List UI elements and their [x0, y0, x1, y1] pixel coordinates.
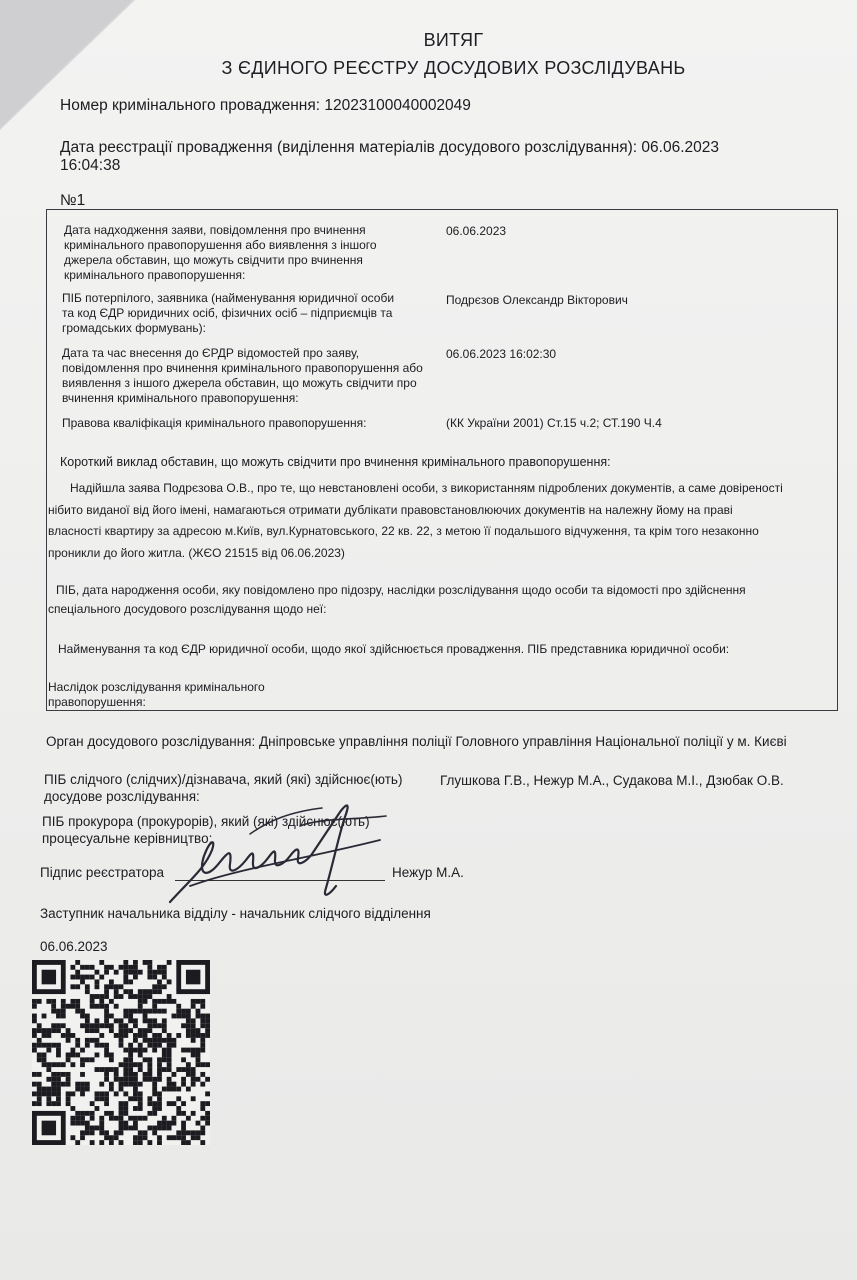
summary-text: Надійшла заява Подрєзова О.В., про те, що невстановлені особи, з використанням підроблених документів, а саме довіреності нібито виданої від його імені, намагаються отримати дублікати правовстановлюючих документів на належну йому на праві власності квартиру за адресою м.Київ, вул.Курнатовського, 22 кв. 22, з метою її подальшого відчуження, та крім того незаконно проникли до його житла. (ЖЄО 21515 від 06.06.2023)	[48, 481, 783, 560]
received-label: Дата надходження заяви, повідомлення про вчинення кримінального правопорушення або виявлення з іншого джерела обставин, що можуть свідчити про вчинення кримінального правопорушення:	[64, 223, 377, 282]
document-title: ВИТЯГ	[423, 30, 484, 50]
result-label: Наслідок розслідування кримінального правопорушення:	[48, 680, 265, 709]
registration-date: Дата реєстрації провадження (виділення матеріалів досудового розслідування): 06.06.2023	[60, 139, 719, 156]
authority-line: Орган досудового розслідування: Дніпровське управління поліції Головного управління Національної поліції у м. Києві	[46, 734, 787, 749]
entered-label: Дата та час внесення до ЄРДР відомостей про заяву, повідомлення про вчинення кримінального правопорушення або виявлення з іншого джерела обставин, що можуть свідчити про вчинення кримінального правопорушення:	[62, 346, 423, 405]
registrar-name: Нежур М.А.	[392, 865, 464, 880]
prosecutors-label: ПІБ прокурора (прокурорів), який (які) здійснює(ють) процесуальне керівництво:	[42, 814, 370, 846]
victim-label: ПІБ потерпілого, заявника (найменування юридичної особи та код ЄДР юридичних осіб, фізичних осіб – підприємців та громадських формувань):	[62, 291, 395, 335]
registration-time: 16:04:38	[60, 157, 121, 174]
summary-label: Короткий виклад обставин, що можуть свідчити про вчинення кримінального правопорушення:	[60, 455, 611, 469]
registrar-label: Підпис реєстратора	[40, 865, 165, 880]
qualification-label: Правова кваліфікація кримінального правопорушення:	[62, 416, 367, 430]
victim-value: Подрєзов Олександр Вікторович	[446, 293, 628, 307]
qr-code	[32, 960, 210, 1145]
suspect-label: ПІБ, дата народження особи, яку повідомлено про підозру, наслідки розслідування щодо особи та відомості про здійснення спеціального досудового розслідування щодо неї:	[48, 583, 746, 616]
position-line: Заступник начальника відділу - начальник слідчого відділення	[40, 906, 431, 921]
case-number: Номер кримінального провадження: 12023100040002049	[60, 97, 471, 114]
section-number: №1	[60, 192, 86, 209]
handwritten-signature	[150, 790, 410, 920]
footer-date: 06.06.2023	[40, 939, 108, 954]
investigators-label: ПІБ слідчого (слідчих)/дізнавача, який (які) здійснює(ють) досудове розслідування:	[44, 772, 403, 804]
received-value: 06.06.2023	[446, 224, 507, 238]
entered-value: 06.06.2023 16:02:30	[446, 347, 557, 361]
qualification-value: (КК України 2001) Ст.15 ч.2; СТ.190 Ч.4	[446, 416, 662, 430]
investigators-value: Глушкова Г.В., Нежур М.А., Судакова М.І., Дзюбак О.В.	[440, 773, 784, 788]
document-subtitle: З ЄДИНОГО РЕЄСТРУ ДОСУДОВИХ РОЗСЛІДУВАНЬ	[221, 58, 686, 78]
legal-entity-label: Найменування та код ЄДР юридичної особи, щодо якої здійснюється провадження. ПІБ представника юридичної особи:	[58, 642, 730, 656]
